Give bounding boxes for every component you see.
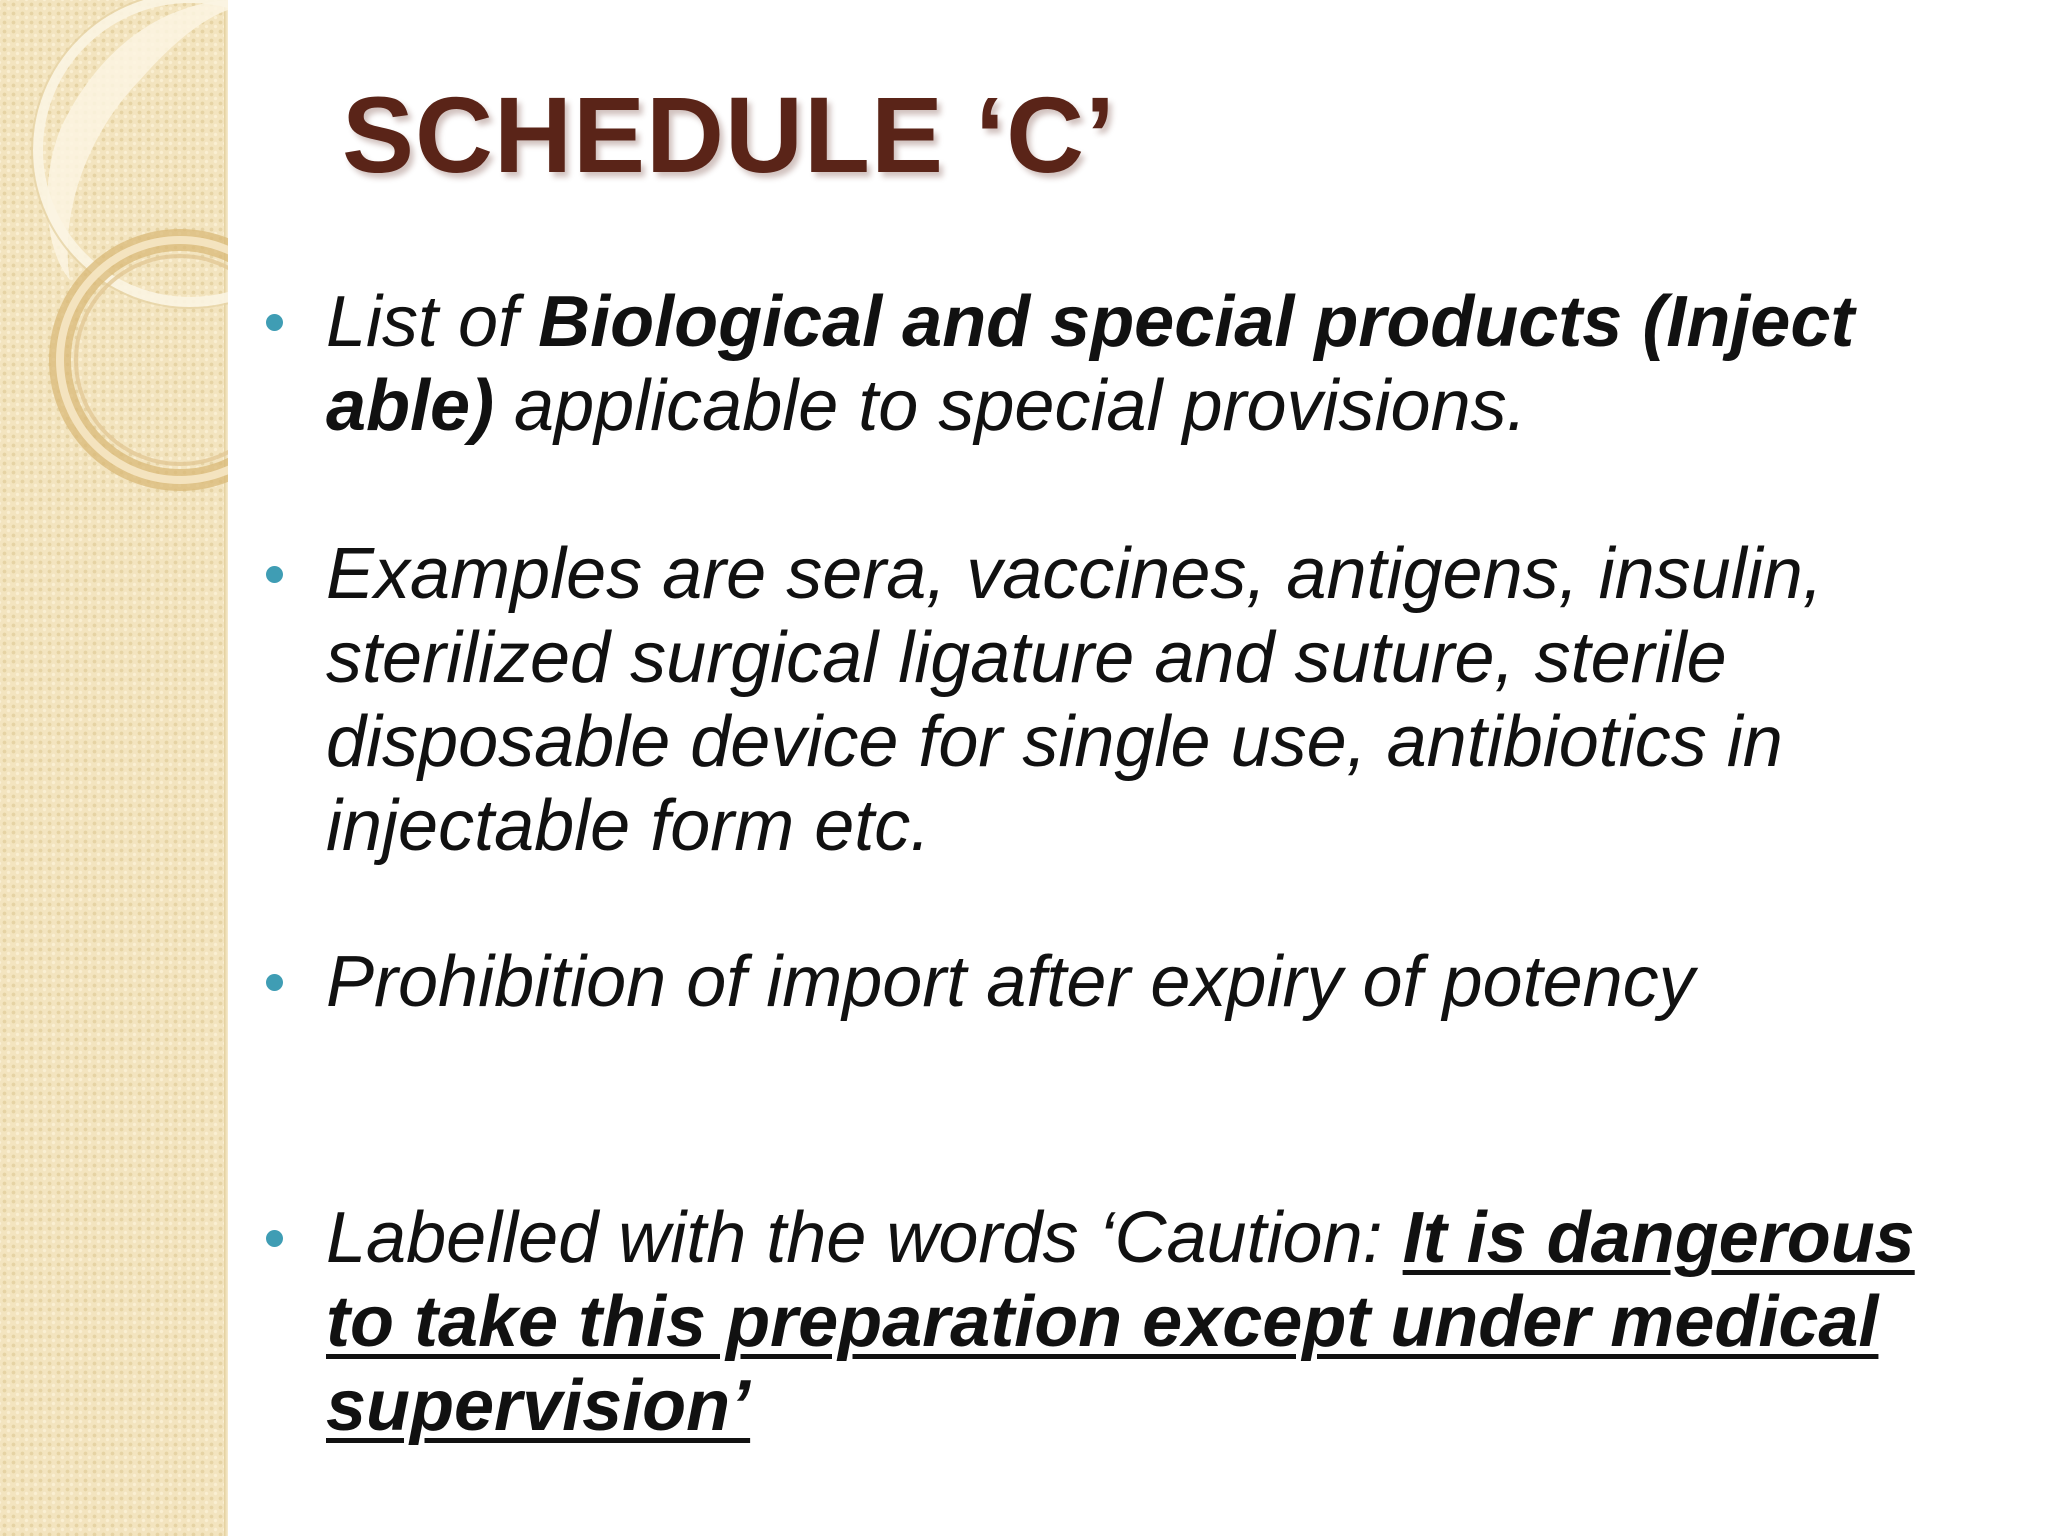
bullet-text-rest: applicable to special provisions. [494,366,1527,446]
bullet-text: Prohibition of import after expiry of potency [326,942,1695,1022]
bullet-item-examples [262,532,1992,868]
bullet-item-biological-products [262,280,1992,448]
bullet-text: Examples are sera, vaccines, antigens, insulin, sterilized surgical ligature and suture, sterile disposable device for single use, antibiotics in injectable form etc. [326,534,1823,866]
bullet-text-bold: Biological and special products (Inject able) [326,282,1855,446]
bullet-dot-icon [266,314,283,331]
page-title: SCHEDULE ‘C’ [342,74,1117,195]
bullet-item-labelling [262,1196,1992,1448]
decorative-rings-graphic [0,0,228,520]
bullet-dot-icon [266,974,283,991]
caution-warning-text: It is dangerous to take this preparation except under medical supervision’ [326,1198,1915,1446]
bullet-item-prohibition [262,940,1992,1024]
bullet-text-intro: List of [326,282,539,362]
bullet-dot-icon [266,1230,283,1247]
bullet-dot-icon [266,566,283,583]
bullet-text-intro: Labelled with the words ‘Caution: [326,1198,1403,1278]
